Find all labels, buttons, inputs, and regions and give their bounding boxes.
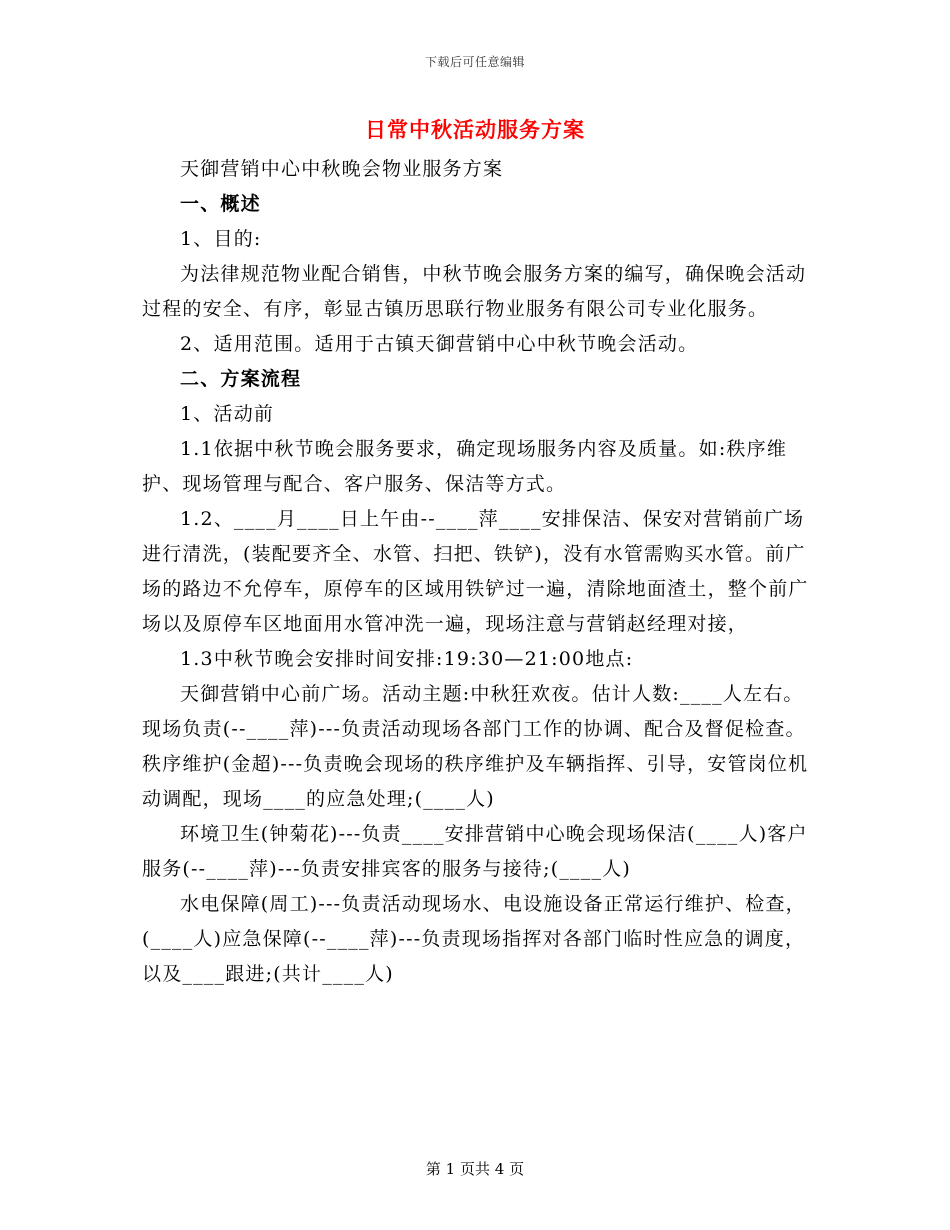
paragraph: 2、适用范围。适用于古镇天御营销中心中秋节晚会活动。 (180, 333, 699, 355)
paragraph: 为法律规范物业配合销售，中秋节晚会服务方案的编写，确保晚会活动过程的安全、有序，彰显古镇历思联行物业服务有限公司专业化服务。 (142, 263, 807, 320)
paragraph: 1、目的: (180, 228, 262, 250)
page-header: 下载后可任意编辑 (424, 55, 525, 69)
paragraph: 1.2、____月____日上午由--____萍____安排保洁、保安对营销前广场进行清洗，(装配要齐全、水管、扫把、铁铲)，没有水管需购买水管。前广场的路边不允停车，原停车的区域用铁铲过一遍，清除地面渣土，整个前广场以及原停车区地面用水管冲洗一遍，现场注意与营销赵经理对接， (142, 508, 809, 635)
paragraph: 1、活动前 (180, 403, 275, 425)
paragraph: 天御营销中心前广场。活动主题:中秋狂欢夜。估计人数:____人左右。现场负责(--____萍)---负责活动现场各部门工作的协调、配合及督促检查。秩序维护(金超)---负责晚会现场的秩序维护及车辆指挥、引导，安管岗位机动调配，现场____的应急处理;(____人) (142, 683, 809, 810)
document-title: 日常中秋活动服务方案 (365, 117, 585, 142)
section-heading: 二、方案流程 (180, 368, 302, 390)
paragraph: 天御营销中心中秋晚会物业服务方案 (180, 158, 504, 180)
page-footer: 第 1 页共 4 页 (425, 1160, 525, 1178)
paragraph: 1.3中秋节晚会安排时间安排:19:30—21:00地点: (180, 648, 634, 670)
paragraph: 环境卫生(钟菊花)---负责____安排营销中心晚会现场保洁(____人)客户服务(--____萍)---负责安排宾客的服务与接待;(____人) (142, 823, 808, 880)
paragraph: 水电保障(周工)---负责活动现场水、电设施设备正常运行维护、检查，(____人)应急保障(--____萍)---负责现场指挥对各部门临时性应急的调度，以及____跟进;(共计____人) (142, 893, 806, 985)
document-body (142, 152, 810, 992)
section-heading: 一、概述 (180, 193, 261, 215)
paragraph: 1.1依据中秋节晚会服务要求，确定现场服务内容及质量。如:秩序维护、现场管理与配合、客户服务、保洁等方式。 (142, 438, 788, 495)
